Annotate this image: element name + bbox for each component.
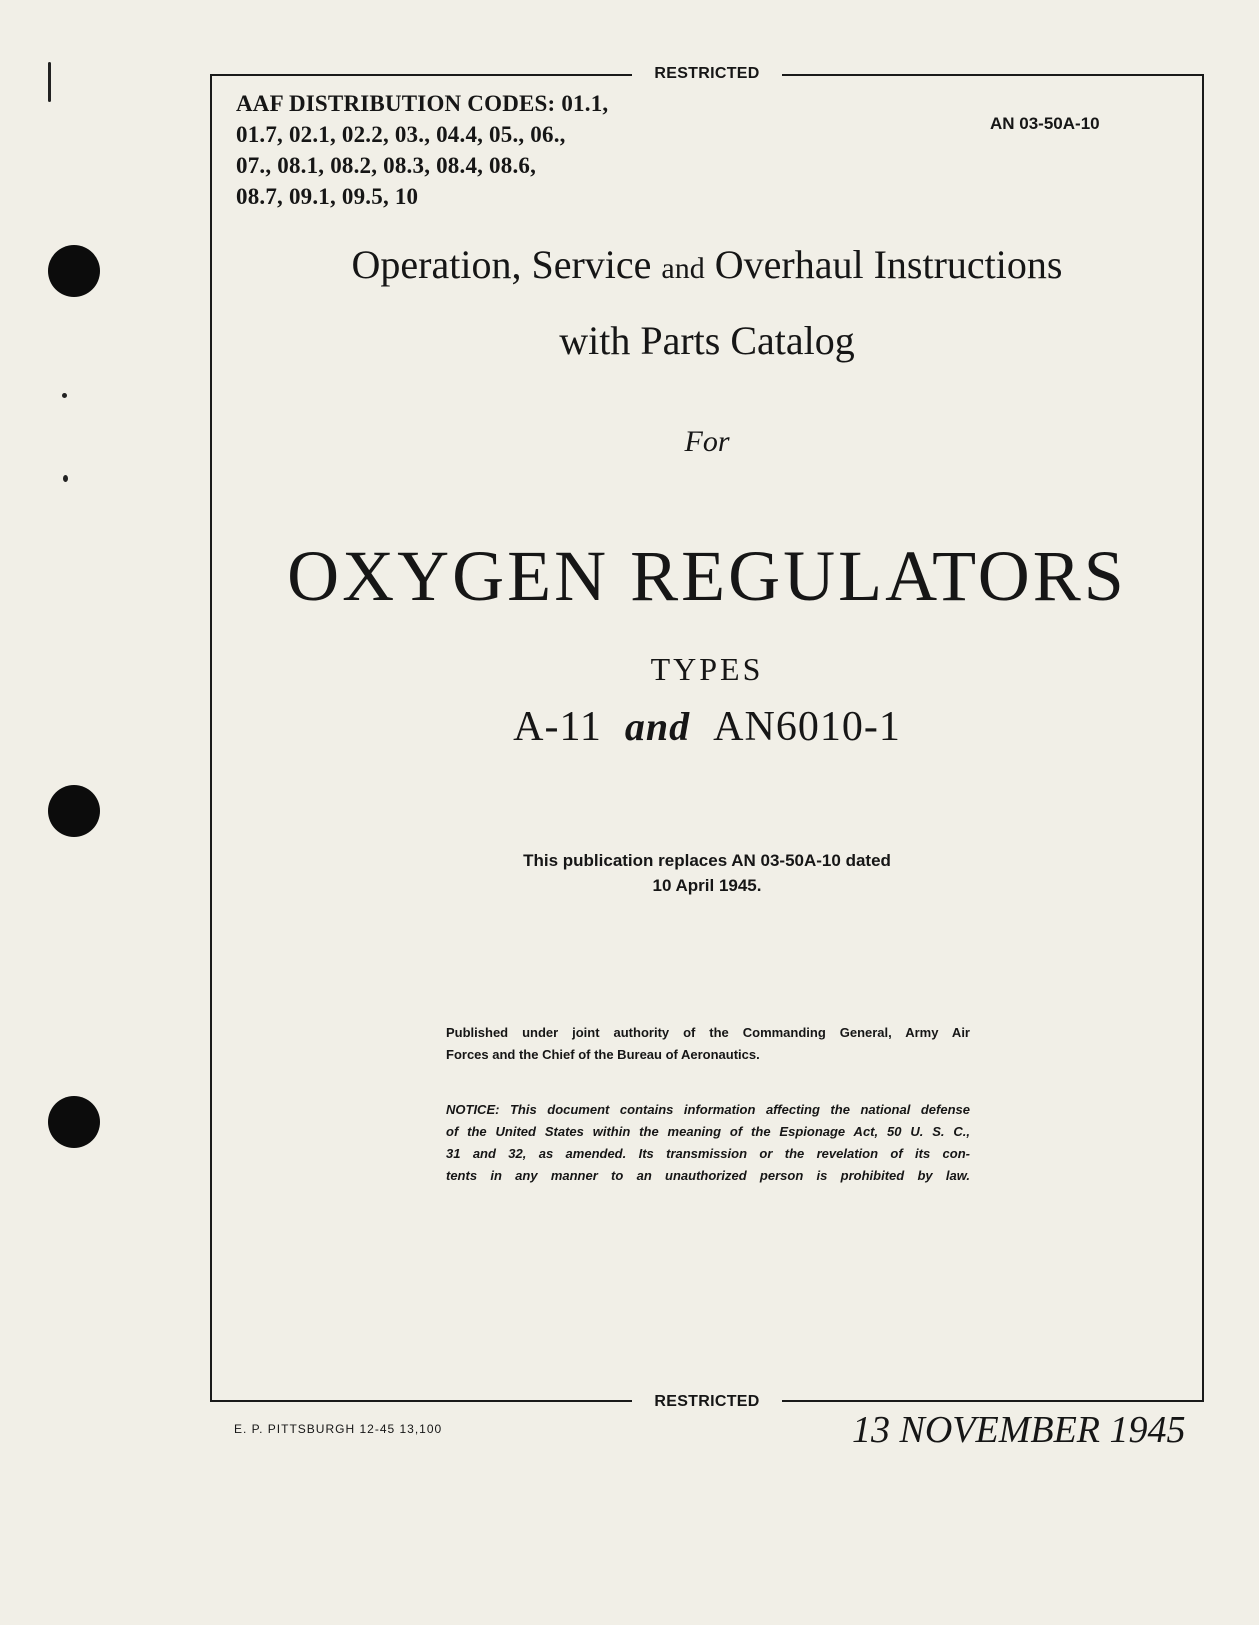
margin-mark <box>62 393 67 398</box>
binder-hole-bottom <box>48 1096 100 1148</box>
document-number: AN 03-50A-10 <box>990 114 1100 133</box>
model-and: and <box>624 704 691 749</box>
title-line-1-and: and <box>661 252 705 285</box>
authority-line-2: Forces and the Chief of the Bureau of Aeronautics. <box>446 1047 760 1062</box>
authority-line-1: Published under joint authority of the Commanding General, Army Air <box>446 1025 970 1040</box>
replaces-line-2: 10 April 1945. <box>652 876 762 895</box>
margin-mark <box>48 62 51 102</box>
model-types <box>210 703 1204 751</box>
distribution-line: 08.7, 09.1, 09.5, 10 <box>236 184 419 209</box>
margin-mark <box>63 475 68 482</box>
classification-top: RESTRICTED <box>632 64 782 84</box>
printer-imprint: E. P. PITTSBURGH 12-45 13,100 <box>234 1422 443 1436</box>
types-label: TYPES <box>650 651 764 687</box>
notice-line-2: of the United States within the meaning of the Espionage Act, 50 U. S. C., <box>446 1124 970 1139</box>
publication-date: 13 NOVEMBER 1945 <box>852 1409 1186 1451</box>
notice-line-3: 31 and 32, as amended. Its transmission or the revelation of its con- <box>446 1146 970 1161</box>
distribution-codes <box>236 88 608 212</box>
main-title: OXYGEN REGULATORS <box>287 536 1127 616</box>
classification-bottom: RESTRICTED <box>632 1392 782 1412</box>
distribution-line: 07., 08.1, 08.2, 08.3, 08.4, 08.6, <box>236 153 537 178</box>
notice-line-1: NOTICE: This document contains information affecting the national defense <box>446 1102 970 1117</box>
model-an6010: AN6010-1 <box>713 704 901 750</box>
distribution-line: 01.7, 02.1, 02.2, 03., 04.4, 05., 06., <box>236 122 566 147</box>
for-label: For <box>684 425 730 458</box>
replaces-line-1: This publication replaces AN 03-50A-10 dated <box>523 851 891 870</box>
binder-hole-top <box>48 245 100 297</box>
binder-hole-middle <box>48 785 100 837</box>
replaces-notice <box>210 848 1204 898</box>
authority-statement <box>446 1022 970 1066</box>
distribution-line: AAF DISTRIBUTION CODES: 01.1, <box>236 91 609 116</box>
title-line-2: with Parts Catalog <box>559 318 855 363</box>
notice-line-4: tents in any manner to an unauthorized person is prohibited by law. <box>446 1168 970 1183</box>
title-line-1-part-1: Operation, Service <box>351 242 662 287</box>
espionage-notice <box>446 1099 970 1187</box>
title-line-1 <box>210 240 1204 294</box>
title-line-1-part-2: Overhaul Instructions <box>704 242 1063 287</box>
model-a11: A-11 <box>513 704 602 750</box>
